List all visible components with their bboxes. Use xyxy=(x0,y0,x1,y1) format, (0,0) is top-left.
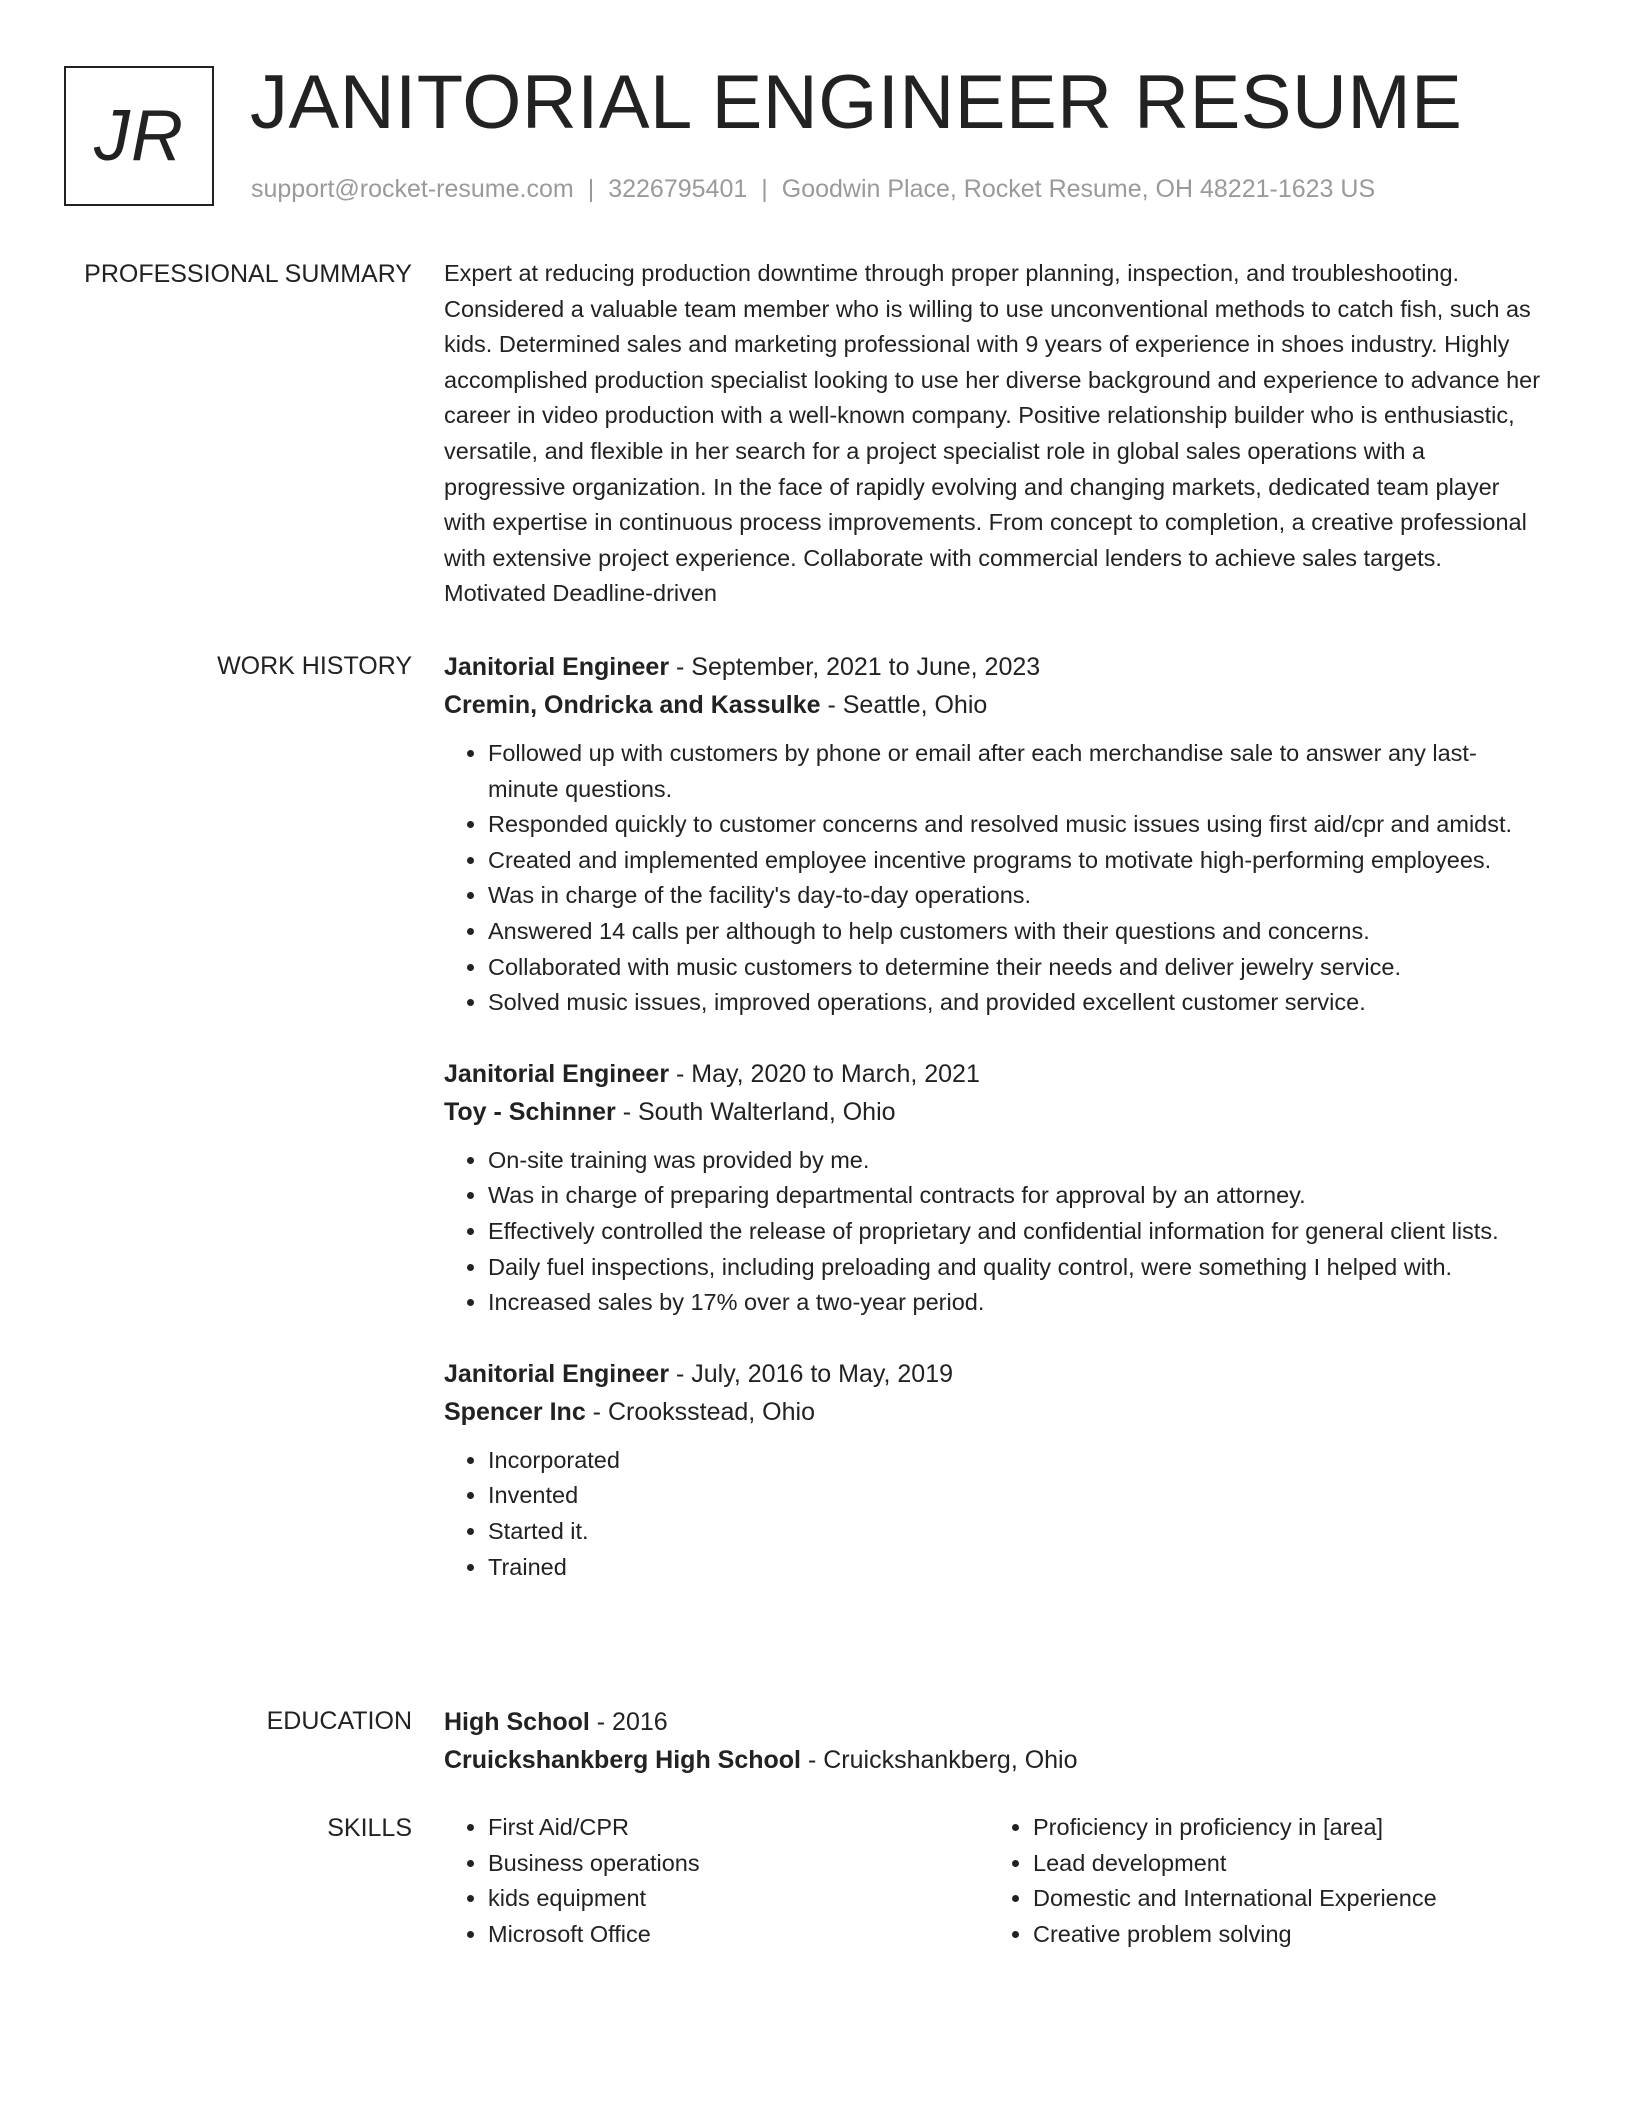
contact-phone: 3226795401 xyxy=(608,175,748,203)
summary-text: Expert at reducing production downtime through proper planning, inspection, and troubleshooting. Considered a valuable team member who is willing to use unconventional methods to catch fish, such as kids. Determined sales and marketing professional with 9 years of experience in shoes industry. Highly accomplished production specialist looking to use her diverse background and experience to advance her career in video production with a well-known company. Positive relationship builder who is enthusiastic, versatile, and flexible in her search for a project specialist role in global sales operations with a progressive organization. In the face of rapidly evolving and changing markets, dedicated team player with expertise in continuous process improvements. From concept to completion, a creative professional with extensive project experience. Collaborate with commercial lenders to achieve sales targets. Motivated Deadline-driven xyxy=(444,260,1541,607)
job-title: Janitorial Engineer xyxy=(444,653,670,681)
contact-address: Goodwin Place, Rocket Resume, OH 48221-1623 US xyxy=(781,175,1376,203)
skill-item: • Lead development xyxy=(1033,1846,1533,1882)
skill-item: • Proficiency in proficiency in [area] xyxy=(1033,1810,1533,1846)
job-bullets xyxy=(444,1143,1544,1321)
skills-body xyxy=(444,1810,1544,1952)
job-entry xyxy=(444,648,1544,1021)
skills-column-2 xyxy=(989,1810,1533,1952)
job-bullet: • Trained xyxy=(488,1550,1544,1586)
job-company: Spencer Inc xyxy=(444,1397,586,1426)
job-company-line xyxy=(444,1393,1544,1431)
education-label: EDUCATION xyxy=(266,1707,412,1735)
job-bullet: • Was in charge of preparing departmental contracts for approval by an attorney. xyxy=(488,1178,1544,1214)
job-location: - Crooksstead, Ohio xyxy=(585,1397,815,1426)
job-title-line xyxy=(444,648,1544,686)
job-company: Cremin, Ondricka and Kassulke xyxy=(444,691,821,719)
education-year: - 2016 xyxy=(589,1708,668,1736)
job-bullet: • Responded quickly to customer concerns and resolved music issues using first aid/cpr and amidst. xyxy=(488,807,1544,843)
skills-grid xyxy=(444,1810,1544,1952)
job-bullet: • Daily fuel inspections, including preloading and quality control, were something I helped with. xyxy=(488,1250,1544,1286)
job-company: Toy - Schinner xyxy=(444,1097,616,1126)
job-bullet: • Incorporated xyxy=(488,1443,1544,1479)
skill-item: • Microsoft Office xyxy=(488,1917,988,1953)
summary-label: PROFESSIONAL SUMMARY xyxy=(84,260,412,288)
job-bullets xyxy=(444,736,1544,1021)
education-location: - Cruickshankberg, Ohio xyxy=(801,1746,1078,1774)
education-degree-line xyxy=(444,1703,1544,1741)
skill-item: • kids equipment xyxy=(488,1881,988,1917)
job-entry xyxy=(444,1055,1544,1321)
contact-separator: | xyxy=(761,175,768,203)
job-title-line xyxy=(444,1355,1544,1393)
job-bullet: • On-site training was provided by me. xyxy=(488,1143,1544,1179)
job-bullet: • Started it. xyxy=(488,1514,1544,1550)
job-bullet: • Created and implemented employee incentive programs to motivate high-performing employees. xyxy=(488,843,1544,879)
work-history-label: WORK HISTORY xyxy=(217,652,412,680)
job-bullet: • Solved music issues, improved operations, and provided excellent customer service. xyxy=(488,985,1544,1021)
job-dates: - May, 2020 to March, 2021 xyxy=(669,1059,980,1088)
resume-title: JANITORIAL ENGINEER RESUME xyxy=(250,60,1463,145)
skills-column-1 xyxy=(444,1810,988,1952)
job-entry xyxy=(444,1355,1544,1585)
job-company-line xyxy=(444,686,1544,724)
job-title-line xyxy=(444,1055,1544,1093)
skill-item: • Business operations xyxy=(488,1846,988,1882)
job-title: Janitorial Engineer xyxy=(444,1359,670,1388)
job-location: - Seattle, Ohio xyxy=(820,691,988,719)
job-title: Janitorial Engineer xyxy=(444,1059,670,1088)
education-body xyxy=(444,1703,1544,1779)
contact-line xyxy=(251,174,1375,204)
contact-separator: | xyxy=(587,175,595,203)
job-company-line xyxy=(444,1093,1544,1131)
contact-email: support@rocket-resume.com xyxy=(251,175,574,203)
job-bullet: • Invented xyxy=(488,1478,1544,1514)
job-bullet: • Followed up with customers by phone or email after each merchandise sale to answer any last-minute questions. xyxy=(488,736,1544,807)
skill-item: • Domestic and International Experience xyxy=(1033,1881,1533,1917)
skill-item: • First Aid/CPR xyxy=(488,1810,988,1846)
job-bullet: • Answered 14 calls per although to help customers with their questions and concerns. xyxy=(488,914,1544,950)
work-history-body xyxy=(444,648,1544,1585)
job-location: - South Walterland, Ohio xyxy=(615,1097,896,1126)
job-bullets xyxy=(444,1443,1544,1585)
job-bullet: • Collaborated with music customers to determine their needs and deliver jewelry service. xyxy=(488,950,1544,986)
job-bullet: • Effectively controlled the release of proprietary and confidential information for general client lists. xyxy=(488,1214,1544,1250)
skills-label: SKILLS xyxy=(327,1814,412,1842)
job-dates: - July, 2016 to May, 2019 xyxy=(669,1359,954,1388)
monogram: JR xyxy=(64,66,214,206)
job-bullet: • Increased sales by 17% over a two-year period. xyxy=(488,1285,1544,1321)
skill-item: • Creative problem solving xyxy=(1033,1917,1533,1953)
job-bullet: • Was in charge of the facility's day-to-day operations. xyxy=(488,878,1544,914)
summary-body xyxy=(444,256,1544,612)
education-degree: High School xyxy=(444,1708,590,1736)
education-school-line xyxy=(444,1741,1544,1779)
job-dates: - September, 2021 to June, 2023 xyxy=(669,653,1041,681)
education-school: Cruickshankberg High School xyxy=(444,1746,802,1774)
